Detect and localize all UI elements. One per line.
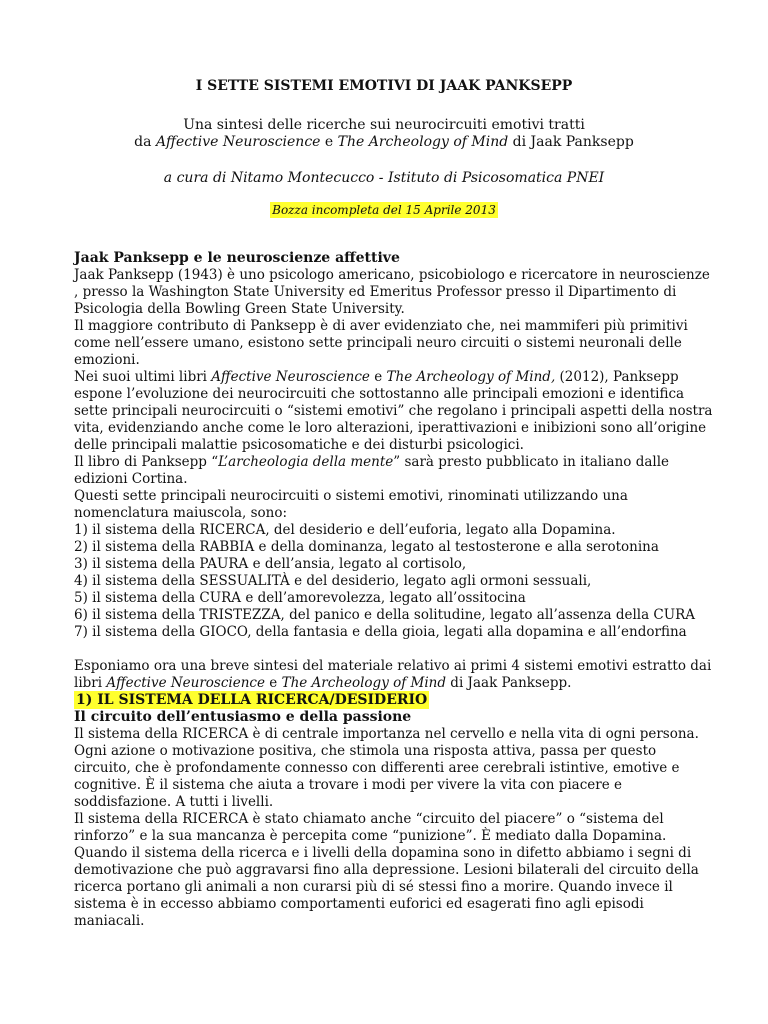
intro-heading: Jaak Panksepp e le neuroscienze affettive (74, 250, 400, 266)
list-item: 5) il sistema della CURA e dell’amorevolezza, legato all’ossitocina (74, 590, 526, 606)
section-subheading: Il circuito dell’entusiasmo e della passione (74, 709, 412, 725)
book-title: The Archeology of Mind, (386, 369, 556, 385)
draft-note (0, 202, 768, 219)
subtitle-text: e (320, 134, 338, 150)
section-heading-highlight: 1) IL SISTEMA DELLA RICERCA/DESIDERIO (76, 692, 428, 708)
book-title: The Archeology of Mind (281, 675, 447, 691)
document-body (74, 250, 714, 930)
paragraph: Il sistema della RICERCA è stato chiamato anche “circuito del piacere” o “sistema del rinforzo” e la sua mancanza è percepita come “punizione”. È mediato dalla Dopamina. (74, 811, 667, 844)
list-item: 6) il sistema della TRISTEZZA, del panico e della solitudine, legato all’assenza della CURA (74, 607, 696, 623)
book-title: Affective Neuroscience (155, 134, 321, 150)
list-item: 3) il sistema della PAURA e dell’ansia, legato al cortisolo, (74, 556, 467, 572)
list-item: 4) il sistema della SESSUALITÀ e del desiderio, legato agli ormoni sessuali, (74, 573, 592, 589)
paragraph: Questi sette principali neurocircuiti o sistemi emotivi, rinominati utilizzando una nomenclatura maiuscola, sono: (74, 488, 628, 521)
text: ” sarà presto pubblicato in italiano dalle edizioni Cortina. (74, 454, 670, 487)
book-title: Affective Neuroscience (106, 675, 265, 691)
text: e (264, 675, 282, 691)
list-item: 2) il sistema della RABBIA e della dominanza, legato al testosterone e alla serotonina (74, 539, 659, 555)
spacer (74, 641, 714, 658)
section-heading (74, 692, 714, 709)
list-item: 7) il sistema della GIOCO, della fantasia e della gioia, legati alla dopamina e all’endorfina (74, 624, 687, 640)
text: Nei suoi ultimi libri (74, 369, 212, 385)
subtitle-line-2 (0, 134, 768, 151)
book-title: L’archeologia della mente (218, 454, 394, 470)
paragraph: Jaak Panksepp (1943) è uno psicologo americano, psicobiologo e ricercatore in neuroscienze , presso la Washington State University ed Emeritus Professor presso il Dipartimento di Psicologia della Bowling Green State University. (74, 267, 710, 317)
text: (2012), Panksepp espone l’evoluzione dei neurocircuiti che sottostanno alle principali emozioni e identifica sette principali neurocircuiti o “sistemi emotivi” che regolano i principali aspetti della nostra vita, evidenziando anche come le loro alterazioni, iperattivazioni e inibizioni sono all’origine delle principali malattie psicosomatiche e dei disturbi psicologici. (74, 369, 713, 453)
paragraph: Il maggiore contributo di Panksepp è di aver evidenziato che, nei mammiferi più primitivi come nell’essere umano, esistono sette principali neuro circuiti o sistemi neuronali delle emozioni. (74, 318, 688, 368)
text: e (369, 369, 387, 385)
paragraph (74, 454, 714, 488)
book-title: The Archeology of Mind (337, 134, 509, 150)
subtitle-line-1: Una sintesi delle ricerche sui neurocircuiti emotivi tratti (183, 117, 585, 133)
book-title: Affective Neuroscience (211, 369, 370, 385)
document-title: I SETTE SISTEMI EMOTIVI DI JAAK PANKSEPP (195, 78, 573, 94)
paragraph: Quando il sistema della ricerca e i livelli della dopamina sono in difetto abbiamo i segni di demotivazione che può aggravarsi fino alla depressione. Lesioni bilaterali del circuito della ricerca portano gli animali a non curarsi più di sé stessi fino a morire. Quando invece il sistema è in eccesso abbiamo comportamenti euforici ed esagerati fino agli episodi maniacali. (74, 845, 699, 929)
subtitle-text: da (134, 134, 156, 150)
text: Il libro di Panksepp “ (74, 454, 219, 470)
subtitle-text: di Jaak Panksepp (508, 134, 634, 150)
curated-by: a cura di Nitamo Montecucco - Istituto di Psicosomatica PNEI (163, 170, 605, 186)
paragraph (74, 658, 714, 692)
draft-highlight: Bozza incompleta del 15 Aprile 2013 (272, 203, 496, 217)
text: Esponiamo ora una breve sintesi del materiale relativo ai primi 4 sistemi emotivi estratto dai libri (74, 658, 712, 691)
text: di Jaak Panksepp. (446, 675, 572, 691)
paragraph (74, 369, 714, 454)
list-item: 1) il sistema della RICERCA, del desiderio e dell’euforia, legato alla Dopamina. (74, 522, 616, 538)
paragraph: Il sistema della RICERCA è di centrale importanza nel cervello e nella vita di ogni persona. Ogni azione o motivazione positiva, che stimola una risposta attiva, passa per questo circuito, che è profondamente connesso con differenti aree cerebrali istintive, emotive e cognitive. È il sistema che aiuta a trovare i modi per vivere la vita con piacere e soddisfazione. A tutti i livelli. (74, 726, 699, 810)
